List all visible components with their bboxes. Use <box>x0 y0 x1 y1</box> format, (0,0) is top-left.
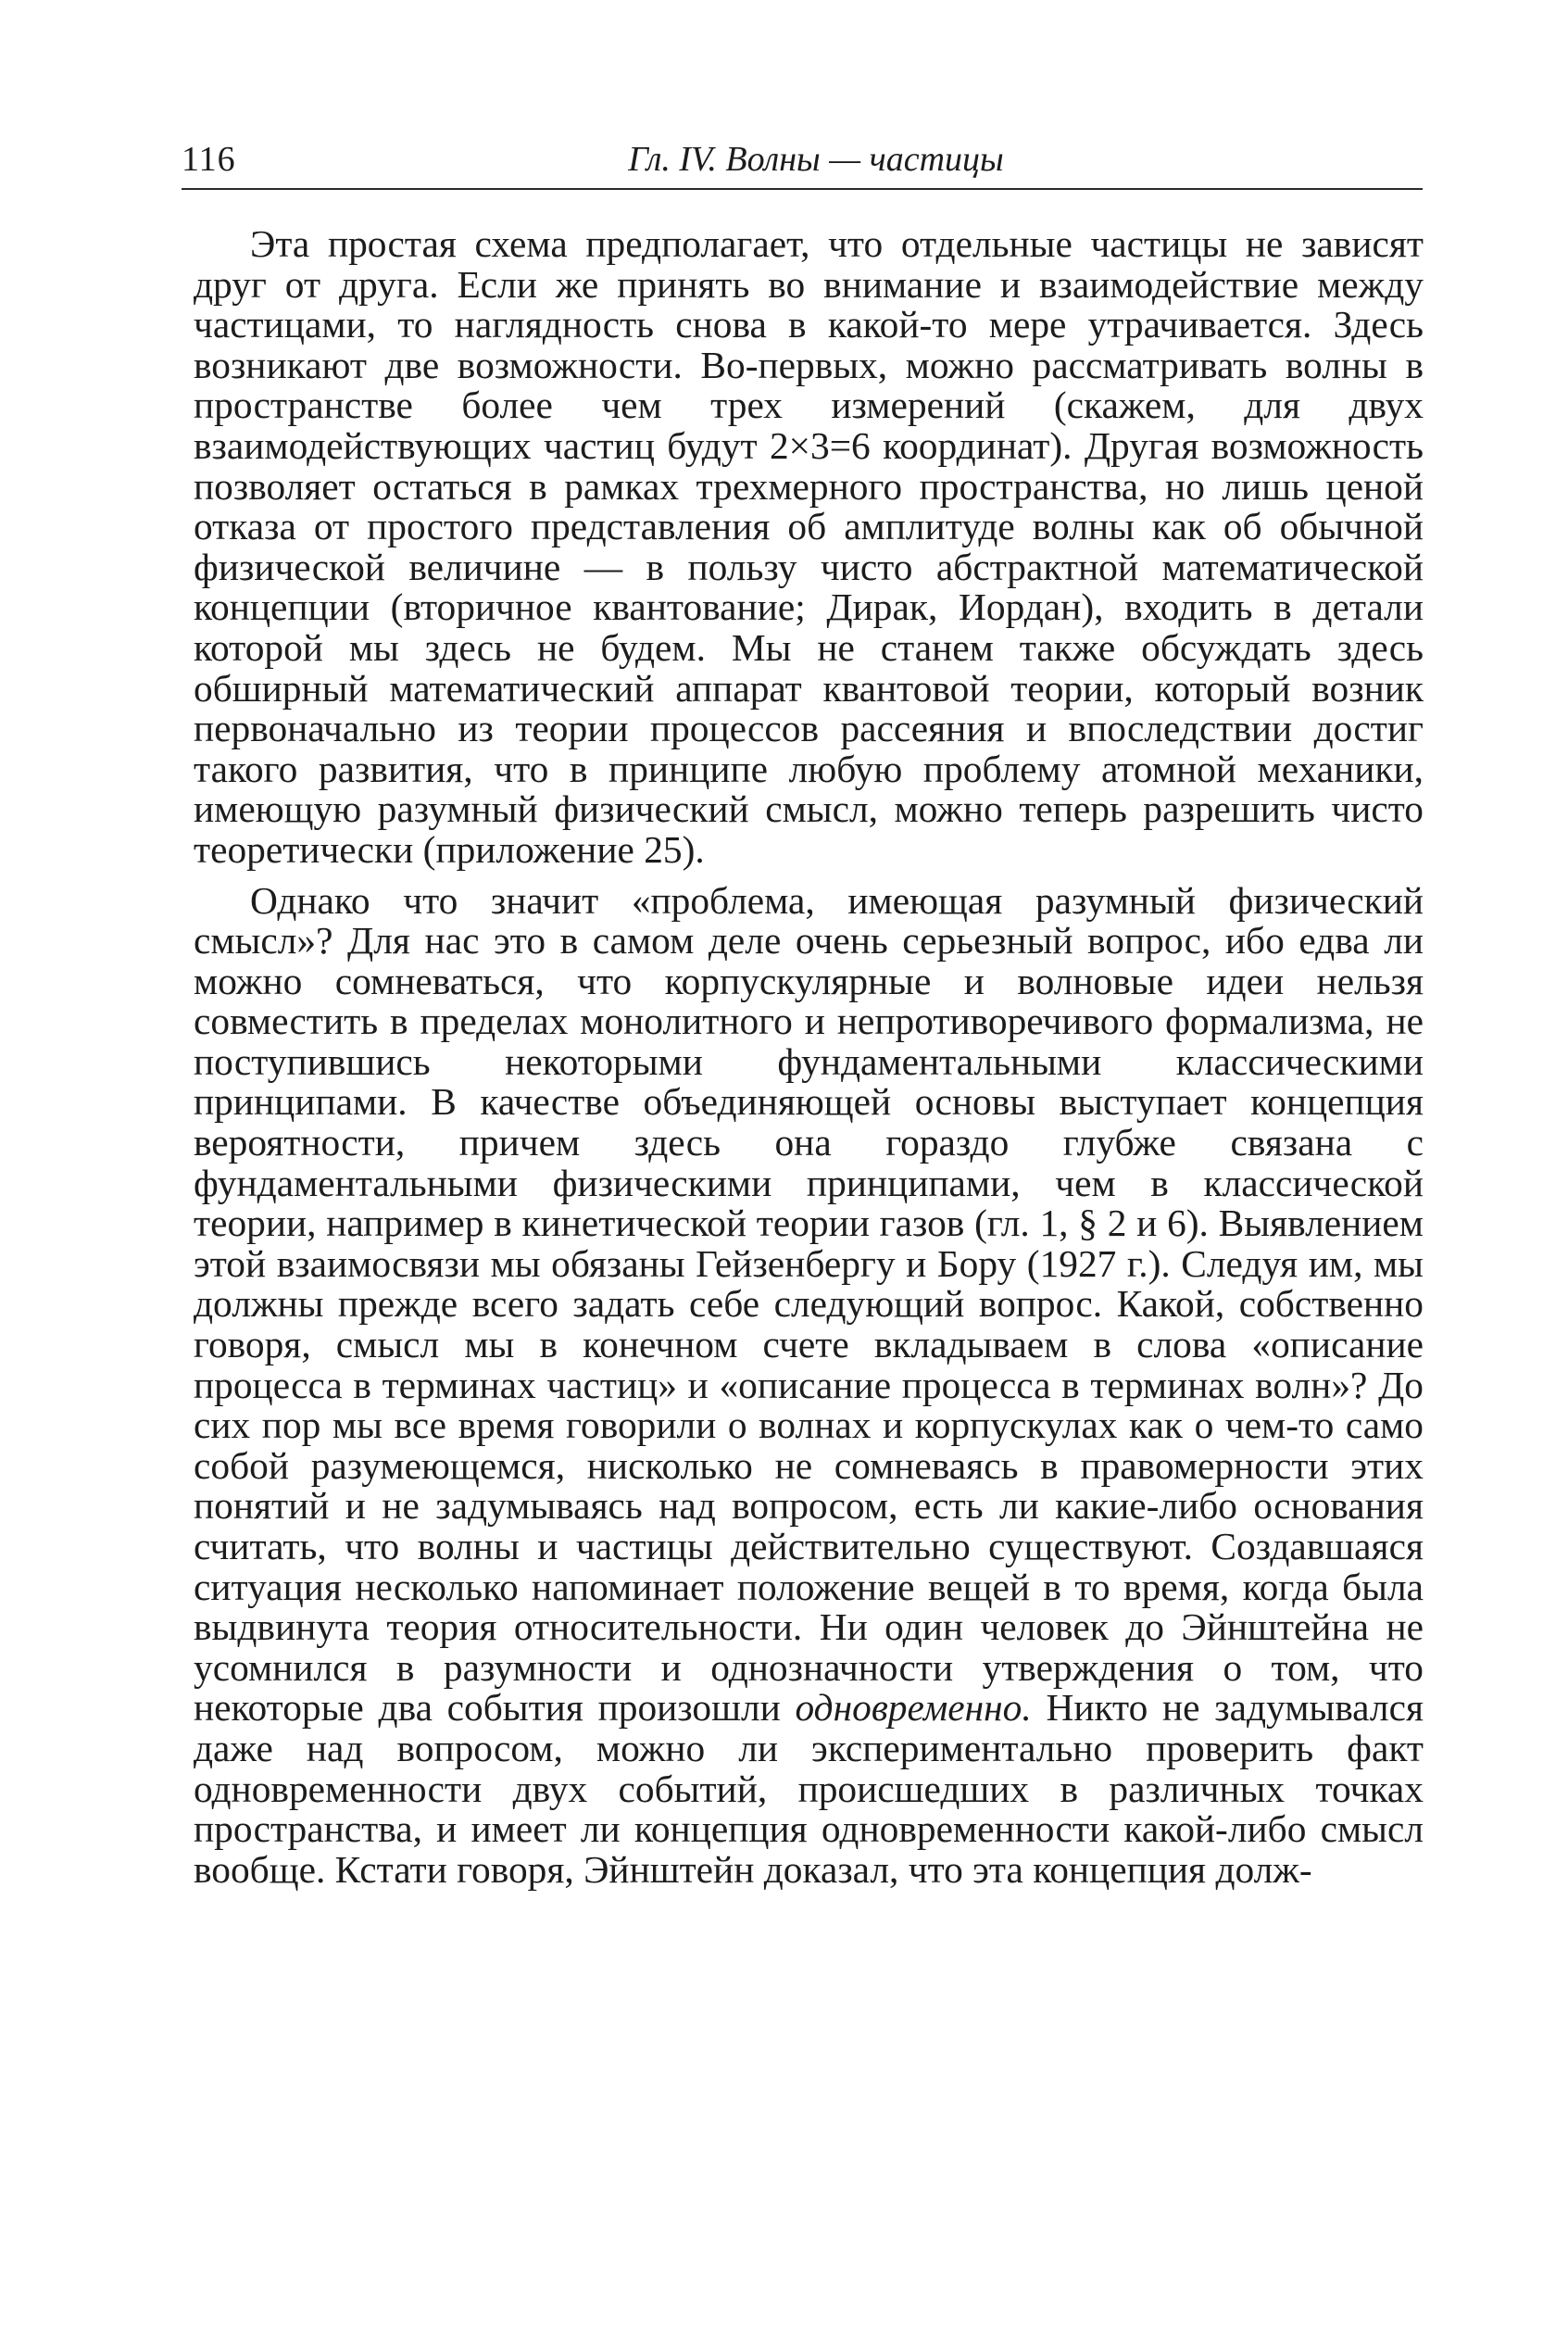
paragraph-2-part-2: Никто не задумывался даже над вопросом, можно ли экспериментально проверить факт одновременности двух событий, происшедших в различных точках пространства, и имеет ли концепция одновременности какой-либо смысл вообще. Кстати говоря, Эйнштейн доказал, что эта концепция долж- <box>194 1686 1424 1891</box>
page-header <box>182 137 1423 189</box>
page-number: 116 <box>182 140 236 179</box>
running-title: Гл. IV. Волны — частицы <box>628 140 1004 179</box>
emphasized-word: одновременно. <box>795 1686 1032 1730</box>
body-text <box>194 224 1424 1890</box>
header-rule <box>182 188 1423 190</box>
paragraph-2 <box>194 878 1424 1891</box>
paragraph-1: Эта простая схема предполагает, что отдельные частицы не зависят друг от друга. Если же принять во внимание и взаимодействие между частицами, то наглядность снова в какой-то мере утрачивается. Здесь возникают две возможности. Во-первых, можно рассматривать волны в пространстве более чем трех измерений (скажем, для двух взаимодействующих частиц будут 2×3=6 координат). Другая возможность позволяет остаться в рамках трехмерного пространства, но лишь ценой отказа от простого представления об амплитуде волны как об обычной физической величине — в пользу чисто абстрактной математической концепции (вторичное квантование; Дирак, Иордан), входить в детали которой мы здесь не будем. Мы не станем также обсуждать здесь обширный математический аппарат квантовой теории, который возник первоначально из теории процессов рассеяния и впоследствии достиг такого развития, что в принципе любую проблему атомной механики, имеющую разумный физический смысл, можно теперь разрешить чисто теоретически (приложение 25). <box>194 222 1424 871</box>
paragraph-2-part-1: Однако что значит «проблема, имеющая разумный физический смысл»? Для нас это в самом деле очень серьезный вопрос, ибо едва ли можно сомневаться, что корпускулярные и волновые идеи нельзя совместить в пределах монолитного и непротиворечивого формализма, не поступившись некоторыми фундаментальными классическими принципами. В качестве объединяющей основы выступает концепция вероятности, причем здесь она гораздо глубже связана с фундаментальными физическими принципами, чем в классической теории, например в кинетической теории газов (гл. 1, § 2 и 6). Выявлением этой взаимосвязи мы обязаны Гейзенбергу и Бору (1927 г.). Следуя им, мы должны прежде всего задать себе следующий вопрос. Какой, собственно говоря, смысл мы в конечном счете вкладываем в слова «описание процесса в терминах частиц» и «описание процесса в терминах волн»? До сих пор мы все время говорили о волнах и корпускулах как о чем-то само собой разумеющемся, нисколько не сомневаясь в правомерности этих понятий и не задумываясь над вопросом, есть ли какие-либо основания считать, что волны и частицы действительно существуют. Создавшаяся ситуация несколько напоминает положение вещей в то время, когда была выдвинута теория относительности. Ни один человек до Эйнштейна не усомнился в разумности и однозначности утверждения о том, что некоторые два события произошли <box>194 878 1424 1730</box>
